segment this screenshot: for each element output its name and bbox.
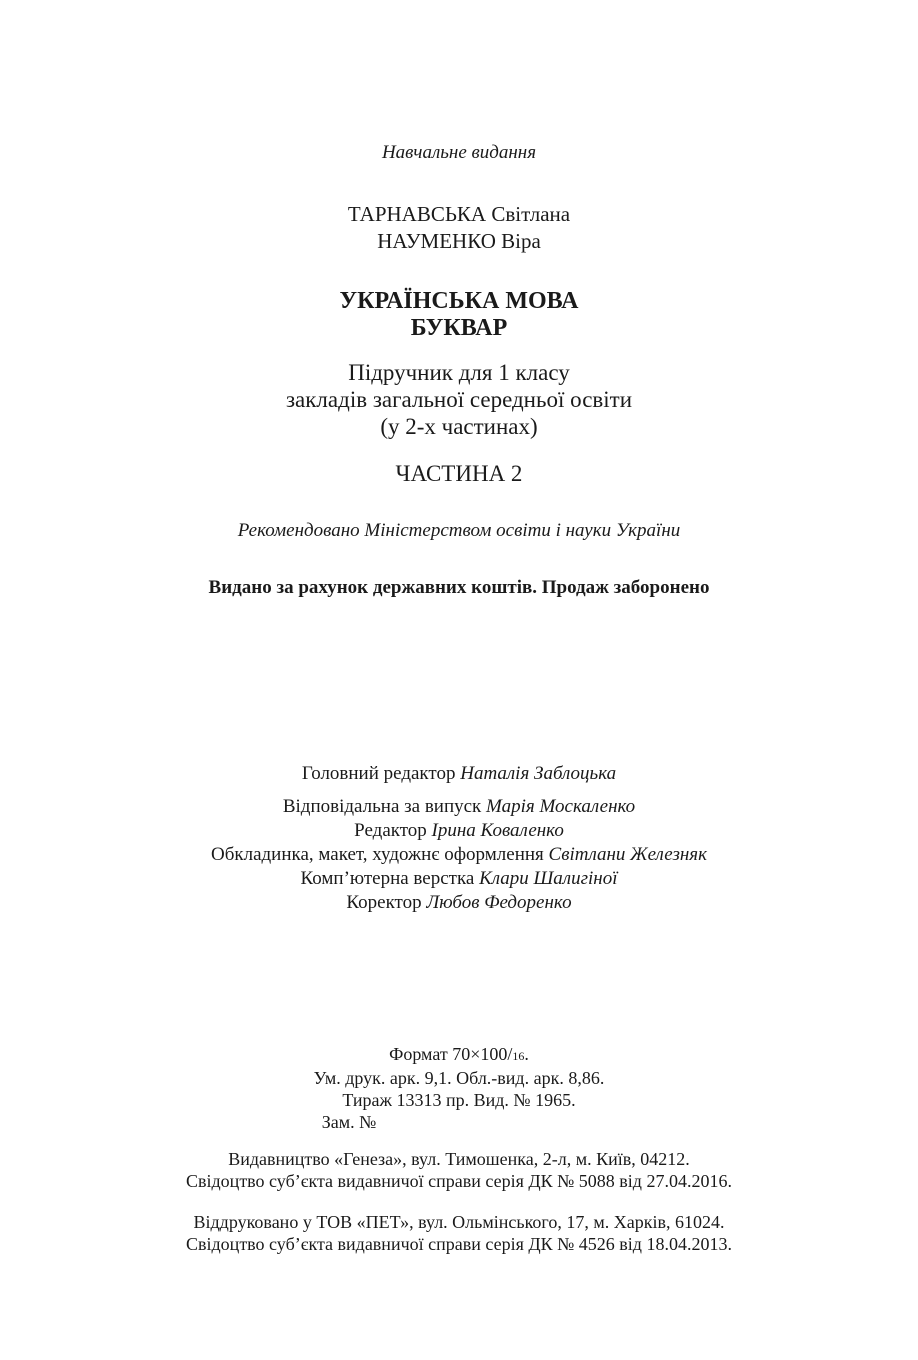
pub-number: Вид. № 1965.	[473, 1090, 576, 1110]
chief-editor-line	[0, 763, 918, 785]
proof-name: Любов Федоренко	[426, 892, 572, 913]
author-2-surname: НАУМЕНКО	[377, 229, 496, 253]
imprint-block	[0, 1043, 918, 1133]
chief-editor-role: Головний редактор	[301, 763, 456, 784]
design-line	[0, 843, 918, 867]
editor-role: Редактор	[354, 820, 427, 841]
proof-line	[0, 891, 918, 915]
layout-line	[0, 867, 918, 891]
design-role: Обкладинка, макет, художнє оформлення	[210, 844, 544, 865]
order-line	[0, 1111, 918, 1133]
order-number: Зам. №	[321, 1112, 377, 1132]
responsible-role: Відповідальна за випуск	[282, 796, 482, 817]
author-1-name: Світлана	[491, 202, 571, 226]
author-2-name: Віра	[501, 229, 541, 253]
sale-notice: Видано за рахунок державних коштів. Продаж заборонено	[208, 577, 710, 598]
sheets-line	[0, 1067, 918, 1089]
printer-block	[0, 1211, 918, 1255]
author-2	[0, 228, 918, 255]
book-subtitle-line-2: закладів загальної середньої освіти	[285, 387, 633, 412]
layout-role: Комп’ютерна верстка	[300, 868, 475, 889]
chief-editor-name: Наталія Заблоцька	[460, 763, 617, 784]
editor-name: Ірина Коваленко	[431, 820, 564, 841]
book-title	[0, 288, 918, 342]
format-end: .	[524, 1044, 529, 1064]
book-subtitle-line-3: (у 2-х частинах)	[380, 414, 538, 439]
editor-line	[0, 819, 918, 843]
layout-name: Клари Шалигіної	[479, 868, 618, 889]
author-1-surname: ТАРНАВСЬКА	[347, 202, 487, 226]
book-title-line-2: БУКВАР	[410, 315, 508, 341]
book-title-line-1: УКРАЇНСЬКА МОВА	[339, 288, 579, 314]
author-1	[0, 201, 918, 228]
format-label: Формат 70×100/	[389, 1044, 513, 1064]
responsible-name: Марія Москаленко	[486, 796, 636, 817]
book-subtitle-line-1: Підручник для 1 класу	[348, 360, 570, 385]
circulation-line	[0, 1089, 918, 1111]
book-part: ЧАСТИНА 2	[395, 461, 523, 486]
publisher-block	[0, 1148, 918, 1192]
responsible-line	[0, 795, 918, 819]
credits-block	[0, 795, 918, 915]
format-line	[0, 1043, 918, 1067]
printer-address: Віддруковано у ТОВ «ПЕТ», вул. Ольмінського, 17, м. Харків, 61024.	[193, 1212, 725, 1232]
proof-role: Коректор	[346, 892, 422, 913]
book-subtitle	[0, 359, 918, 440]
authors-block	[0, 201, 918, 255]
circulation: Тираж 13313 пр.	[342, 1090, 470, 1110]
format-fraction: 16	[512, 1049, 525, 1063]
publisher-certificate: Свідоцтво суб’єкта видавничої справи серія ДК № 5088 від 27.04.2016.	[186, 1171, 732, 1191]
sheets-pub: Обл.-вид. арк. 8,86.	[456, 1068, 605, 1088]
recommendation: Рекомендовано Міністерством освіти і науки України	[237, 520, 681, 541]
design-name: Світлани Железняк	[548, 844, 708, 865]
edition-type: Навчальне видання	[381, 142, 537, 163]
publisher-address: Видавництво «Генеза», вул. Тимошенка, 2-л, м. Київ, 04212.	[228, 1149, 690, 1169]
sheets-print: Ум. друк. арк. 9,1.	[313, 1068, 452, 1088]
printer-certificate: Свідоцтво суб’єкта видавничої справи серія ДК № 4526 від 18.04.2013.	[186, 1234, 732, 1254]
